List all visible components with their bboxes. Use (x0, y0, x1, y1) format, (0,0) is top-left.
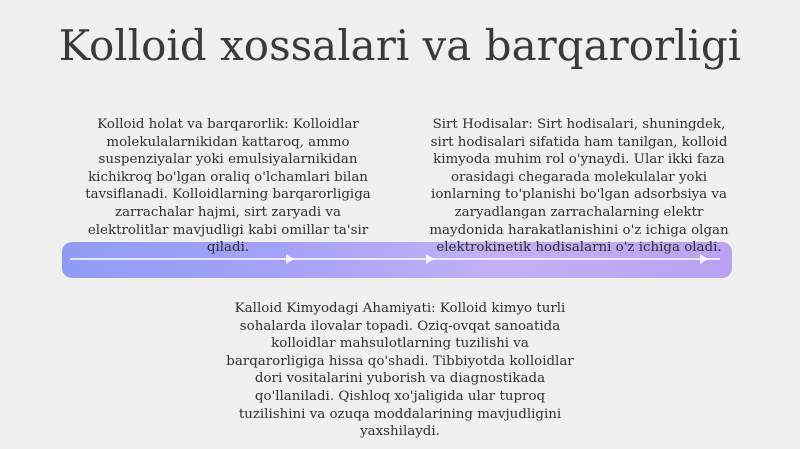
timeline-line (70, 258, 720, 260)
text-block-colloid-state: Kolloid holat va barqarorlik: Kolloidlar molekulalarnikidan kattaroq, ammo suspenziyalar yoki emulsiyalarnikidan kichikroq bo'lgan oraliq o'lchamlari bilan tavsiflanadi. Kolloidlarning barqarorligiga zarrachalar hajmi, sirt zaryadi va elektrolitlar mavjudligi kabi omillar ta'sir qiladi. (85, 117, 371, 256)
text-block-importance: Kalloid Kimyodagi Ahamiyati: Kolloid kimyo turli sohalarda ilovalar topadi. Oziq-ovqat sanoatida kolloidlar mahsulotlarning tuzilishi va barqarorligiga hissa qo'shadi. Tibbiyotda kolloidlar dori vositalarini yuborish va diagnostikada qo'llaniladi. Qishloq xo'jaligida ular tuproq tuzilishini va ozuqa moddalarining mavjudligini yaxshilaydi. (226, 301, 574, 440)
text-block-surface-phenomena: Sirt Hodisalar: Sirt hodisalari, shuningdek, sirt hodisalari sifatida ham tanilgan, kolloid kimyoda muhim rol o'ynaydi. Ular ikki faza orasidagi chegarada molekulalar yoki ionlarning to'planishi bo'lgan adsorbsiya va zaryadlangan zarrachalarning elektr maydonida harakatlanishini o'z ichiga olgan elektrokinetik hodisalarni o'z ichiga oladi. (429, 117, 729, 256)
slide-title: Kolloid xossalari va barqarorligi (58, 21, 742, 70)
